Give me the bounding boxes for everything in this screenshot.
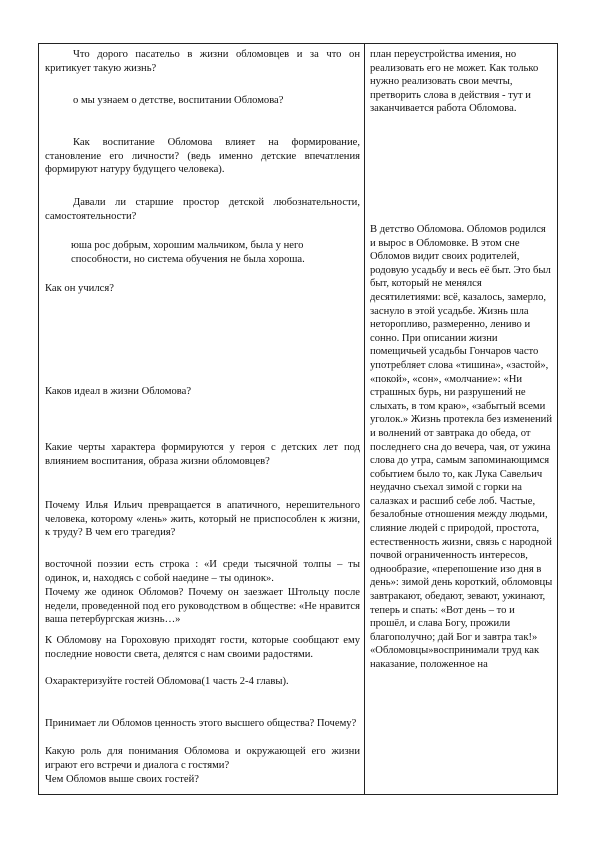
question-6: Как он учился?: [45, 283, 114, 294]
question-11: Почему же одинок Обломов? Почему он заезжает Штольцу после недели, проведенной под его руководством в обществе: «Не нравится ваша петербургская жизнь…»: [45, 587, 360, 626]
question-16: Чем Обломов выше своих гостей?: [45, 774, 199, 785]
question-1: Что дорого пасательо в жизни обломовцев и за что он критикует такую жизнь?: [45, 49, 360, 74]
question-9: Почему Илья Ильич превращается в апатичного, нерешительного человека, которому «лень» жить, который не приспособлен к жизни, к труду? В чем его трагедия?: [45, 500, 360, 539]
answer-main-text: В детство Обломова. Обломов родился и вырос в Обломовке. В этом сне Обломов видит своих родителей, родовую усадьбу и весь её быт. Это был быт, который не менялся десятилетиями: всё, казалось, замерло, заснуло в этой усадьбе. Жизнь шла неторопливо, размеренно, лениво и сонно. При описании жизни помещичьей усадьбы Гончаров часто употребляет слова «тишина», «застой», «покой», «сон», «молчание»: «Ни страшных бурь, ни разрушений не слыхать, в том краю», «забытый всеми уголок.» Жизнь протекла без изменений и волнений от завтрака до обеда, от последнего сна до вечера, чая, от ужина слова до утра, самым запоминающимся событием было то, как Лука Савельич неудачно съехал зимой с горки на салазках и расшиб себе лоб. Частые, безалобные отношения между людьми, слияние людей с природой, простота, естественность жизни, связь с народной почвой ограниченность интересов, однообразие, «перепошение изо дня в день»: зимой день короткий, обломовцы завтракают, обедают, зевают, ужинают, теперь и спать: «Вот день – то и прошёл, и слава Богу, прожили благополучно; дай Бог и завтра так!» «Обломовцы»воспринимали труд как наказание, положенное на: [370, 224, 553, 670]
question-12: К Обломову на Гороховую приходят гости, которые сообщают ему последние новости света, делятся с нам своими радостями.: [45, 635, 360, 660]
question-15: Какую роль для понимания Обломова и окружающей его жизни играют его встречи и диалога с гостями?: [45, 746, 360, 771]
question-5: [45, 239, 360, 266]
question-5-line-1: юша рос добрым, хорошим мальчиком, была у него: [71, 240, 304, 251]
question-3: Как воспитание Обломова влияет на формирование, становление его личности? (ведь именно детские впечатления формируют натуру будущего человека).: [45, 137, 360, 176]
question-7: Каков идеал в жизни Обломова?: [45, 386, 192, 397]
answers-column: [370, 48, 553, 670]
question-10: восточной поэзии есть строка : «И среди тысячной толпы – ты одинок, и, находясь с собой наедине – ты одинок».: [45, 559, 360, 584]
question-14: Принимает ли Обломов ценность этого высшего общества? Почему?: [45, 718, 357, 729]
question-2: о мы узнаем о детстве, воспитании Обломова?: [73, 95, 284, 106]
column-divider: [364, 44, 365, 794]
answer-top-text: план переустройства имения, но реализовать его не может. Как только нужно реализовать свои мечты, претворить слова в действия - тут и заканчивается работа Обломова.: [370, 49, 539, 115]
question-8: Какие черты характера формируются у героя с детских лет под влиянием воспитания, образа жизни обломовцев?: [45, 442, 360, 467]
question-13: Охарактеризуйте гостей Обломова(1 часть 2-4 главы).: [45, 676, 289, 687]
two-column-table: [38, 43, 558, 795]
question-4: Давали ли старшие простор детской любознательности, самостоятельности?: [45, 197, 360, 222]
question-5-line-2: способности, но система обучения не была хороша.: [71, 253, 305, 265]
